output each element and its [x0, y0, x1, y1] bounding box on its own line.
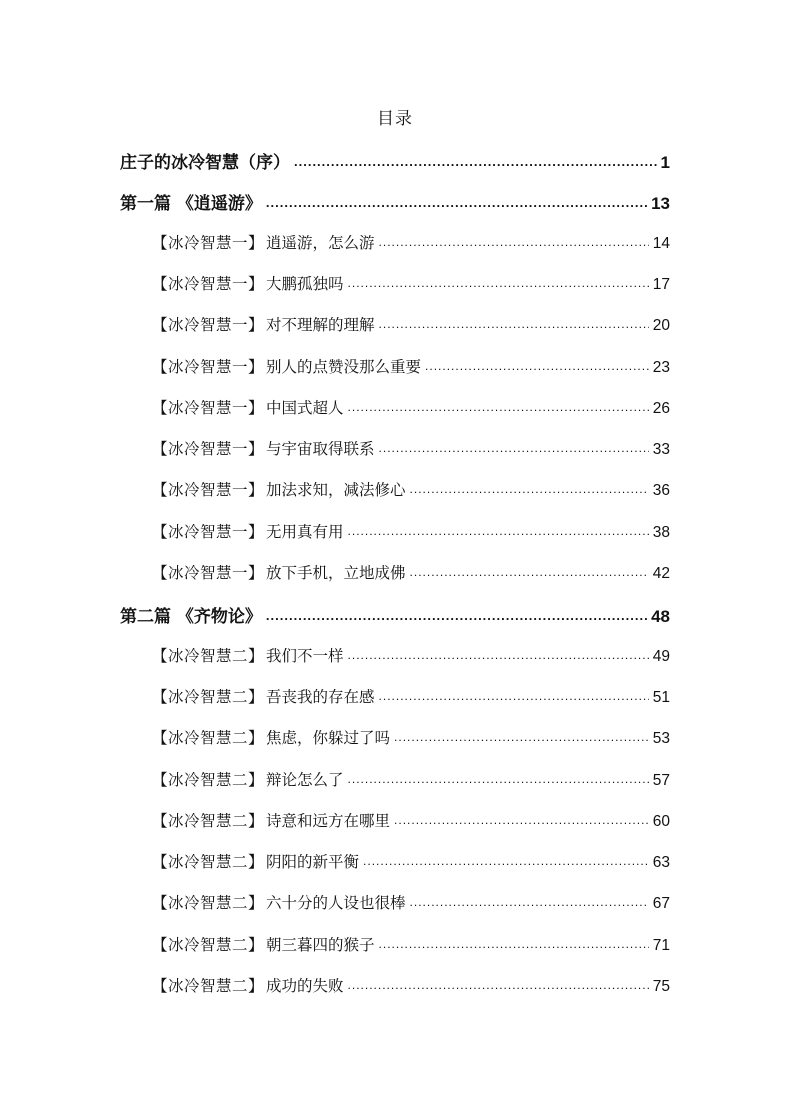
dot-leader: [425, 356, 649, 372]
toc-entry-title: 中国式超人: [266, 398, 344, 417]
toc-entry[interactable]: [152, 809, 670, 839]
toc-entry-label: 【冰冷智慧二】: [152, 687, 265, 706]
toc-entry[interactable]: [152, 685, 670, 715]
toc-entry-page-number: 57: [652, 771, 670, 789]
toc-entry-title: 第二篇 《齐物论》: [120, 607, 262, 628]
dot-leader: [394, 810, 649, 826]
toc-entry-label: 【冰冷智慧一】: [152, 481, 265, 500]
toc-entry[interactable]: [118, 189, 670, 219]
toc-entry-title: 庄子的冰冷智慧（序）: [120, 153, 290, 173]
toc-entry-label: 【冰冷智慧二】: [152, 977, 265, 995]
toc-entry[interactable]: [152, 726, 670, 756]
toc-entry-title: 别人的点赞没那么重要: [266, 357, 422, 376]
toc-entry-title: 诗意和远方在哪里: [266, 811, 391, 830]
toc-entry-page-number: 48: [651, 607, 670, 627]
toc-entry[interactable]: [152, 644, 670, 674]
toc-entry-page-number: 75: [652, 978, 670, 995]
toc-entry[interactable]: [152, 891, 670, 921]
dot-leader: [379, 232, 649, 248]
toc-entry[interactable]: [152, 561, 670, 591]
toc-entry-label: 【冰冷智慧一】: [152, 274, 265, 293]
dot-leader: [266, 605, 647, 622]
toc-entry-title: 成功的失败: [266, 977, 344, 995]
toc-entry[interactable]: [118, 602, 670, 632]
toc-entry[interactable]: [152, 313, 670, 343]
toc-entry-title: 第一篇 《逍遥游》: [120, 194, 262, 215]
toc-entry-title: 焦虑，你躲过了吗: [266, 729, 391, 748]
dot-leader: [348, 976, 649, 992]
dot-leader: [266, 192, 647, 209]
toc-entry-title: 阴阳的新平衡: [266, 853, 360, 872]
toc-entry-label: 【冰冷智慧二】: [152, 894, 265, 913]
dot-leader: [379, 934, 649, 950]
toc-entry[interactable]: [152, 396, 670, 426]
dot-leader: [394, 728, 649, 744]
toc-entry-label: 【冰冷智慧二】: [152, 770, 265, 789]
toc-entry-page-number: 67: [652, 895, 670, 913]
toc-entry-label: 【冰冷智慧一】: [152, 522, 265, 541]
toc-entry-page-number: 17: [652, 275, 670, 293]
toc-entry-title: 逍遥游，怎么游: [266, 233, 375, 252]
toc-entry-page-number: 1: [660, 153, 670, 172]
toc-entry[interactable]: [118, 148, 670, 178]
dot-leader: [348, 397, 649, 413]
dot-leader: [410, 563, 649, 579]
toc-entry[interactable]: [152, 768, 670, 798]
toc-entry-page-number: 71: [652, 936, 670, 954]
toc-entry[interactable]: [152, 478, 670, 508]
toc-entry-label: 【冰冷智慧一】: [152, 233, 265, 252]
toc-entry-page-number: 60: [652, 812, 670, 830]
toc-title: 目录: [377, 109, 413, 129]
toc-entry-label: 【冰冷智慧二】: [152, 811, 265, 830]
dot-leader: [294, 151, 657, 168]
dot-leader: [348, 273, 649, 289]
toc-entry-label: 【冰冷智慧一】: [152, 440, 265, 459]
toc-entry[interactable]: [152, 231, 670, 261]
toc-entry-label: 【冰冷智慧一】: [152, 316, 265, 335]
dot-leader: [410, 893, 649, 909]
toc-entry-page-number: 26: [652, 399, 670, 417]
dot-leader: [410, 480, 649, 496]
toc-entry-page-number: 63: [652, 854, 670, 872]
toc-entry-title: 朝三暮四的猴子: [266, 935, 375, 954]
toc-entry-title: 无用真有用: [266, 522, 344, 541]
toc-entry-page-number: 13: [651, 194, 670, 214]
toc-entry-label: 【冰冷智慧二】: [152, 853, 265, 872]
toc-entry-page-number: 36: [652, 482, 670, 500]
toc-entry-label: 【冰冷智慧一】: [152, 357, 265, 376]
toc-entry[interactable]: [152, 933, 670, 963]
toc-entry-title: 辩论怎么了: [266, 770, 344, 789]
toc-entry-label: 【冰冷智慧二】: [152, 935, 265, 954]
toc-entry-title: 大鹏孤独吗: [266, 274, 344, 293]
toc-entry-title: 放下手机，立地成佛: [266, 564, 406, 582]
toc-entry-page-number: 23: [652, 358, 670, 376]
dot-leader: [363, 852, 649, 868]
toc-entry-page-number: 38: [652, 523, 670, 541]
toc-entry-page-number: 51: [652, 688, 670, 706]
dot-leader: [379, 686, 649, 702]
toc-entry[interactable]: [152, 850, 670, 880]
toc-entry-title: 六十分的人设也很棒: [266, 894, 406, 913]
toc-entry-page-number: 14: [652, 234, 670, 252]
toc-entry-title: 对不理解的理解: [266, 316, 375, 335]
toc-entry-title: 我们不一样: [266, 646, 344, 665]
toc-entry-title: 与宇宙取得联系: [266, 440, 375, 459]
toc-entry-page-number: 53: [652, 730, 670, 748]
toc-entry[interactable]: [152, 520, 670, 550]
toc-entry[interactable]: [152, 355, 670, 385]
toc-entry-label: 【冰冷智慧二】: [152, 646, 265, 665]
toc-entry-title: 加法求知，减法修心: [266, 481, 406, 500]
toc-entry-page-number: 42: [652, 565, 670, 582]
toc-entry-page-number: 49: [652, 647, 670, 665]
dot-leader: [348, 521, 649, 537]
dot-leader: [379, 439, 649, 455]
toc-entry-label: 【冰冷智慧一】: [152, 564, 265, 582]
dot-leader: [379, 315, 649, 331]
toc-entry-page-number: 20: [652, 317, 670, 335]
toc-entry[interactable]: [152, 974, 670, 1004]
dot-leader: [348, 645, 649, 661]
toc-entry[interactable]: [152, 437, 670, 467]
toc-entry[interactable]: [152, 272, 670, 302]
toc-entry-label: 【冰冷智慧一】: [152, 398, 265, 417]
toc-entry-label: 【冰冷智慧二】: [152, 729, 265, 748]
dot-leader: [348, 769, 649, 785]
toc-entry-page-number: 33: [652, 441, 670, 459]
toc-entry-title: 吾丧我的存在感: [266, 687, 375, 706]
